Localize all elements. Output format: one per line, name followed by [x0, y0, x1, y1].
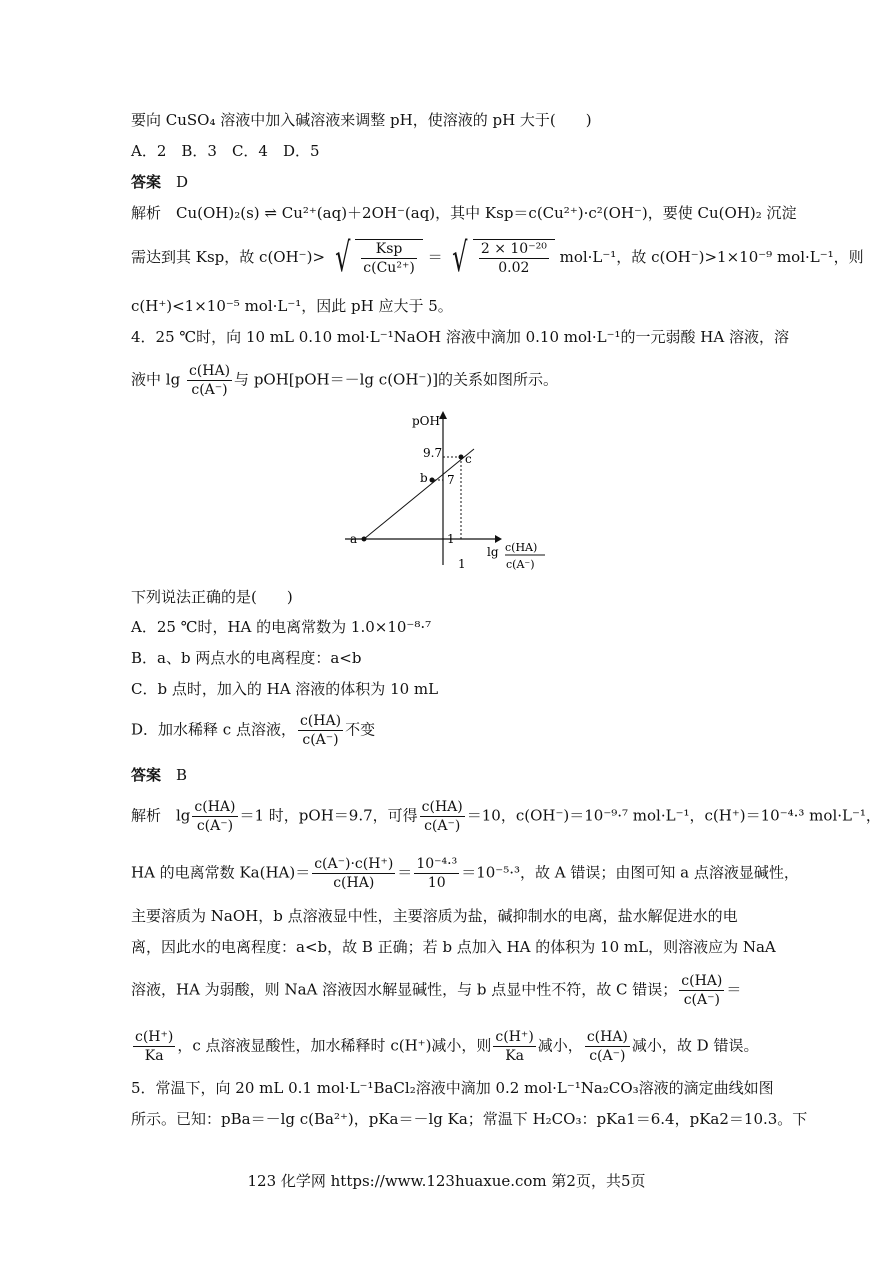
numerator: c(A⁻)·c(H⁺) — [314, 856, 394, 872]
numerator: c(H⁺) — [135, 1029, 174, 1045]
math-line — [131, 855, 799, 892]
denominator: c(Cu²⁺) — [363, 260, 415, 276]
denominator: c(A⁻) — [302, 732, 339, 748]
text-run: ＝1 时，pOH＝9.7，可得 — [239, 806, 418, 825]
text-run: ＝10⁻⁵·³，故 A 错误；由图可知 a 点溶液显碱性， — [461, 863, 799, 882]
option-c: C．b 点时，加入的 HA 溶液的体积为 10 mL — [131, 680, 439, 698]
math-line — [131, 362, 558, 399]
denominator: 10 — [427, 875, 446, 891]
tick-1-x: 1 — [458, 557, 466, 571]
text-run: 减小， — [537, 1036, 583, 1055]
denominator: Ka — [144, 1048, 164, 1064]
sqrt-body — [473, 239, 555, 277]
text-run: 液中 lg — [131, 370, 181, 389]
fraction — [361, 240, 417, 277]
data-line — [364, 449, 474, 539]
answer-value: B — [176, 766, 188, 784]
text-run: 减小，故 D 错误。 — [631, 1036, 759, 1055]
label-a: a — [350, 532, 358, 546]
fraction — [585, 1028, 630, 1065]
label-b: b — [420, 471, 428, 485]
denominator: c(HA) — [333, 875, 375, 891]
x-axis-num: c(HA) — [505, 541, 538, 554]
numerator: c(HA) — [194, 799, 236, 815]
numerator: 2 × 10⁻²⁰ — [480, 241, 547, 257]
denominator: c(A⁻) — [589, 1048, 626, 1064]
question: 下列说法正确的是( ) — [131, 588, 293, 606]
fraction — [298, 712, 343, 749]
fraction — [493, 1028, 535, 1065]
text-line: A．2 B．3 C．4 D．5 — [131, 142, 320, 160]
text-line: 解析 Cu(OH)₂(s) ⇌ Cu²⁺(aq)＋2OH⁻(aq)，其中 Ksp＝c(Cu²⁺)·c²(OH⁻)，要使 Cu(OH)₂ 沉淀 — [131, 204, 797, 222]
text-run: 解析 lg — [131, 806, 191, 825]
y-axis-label: pOH — [412, 414, 440, 428]
math-line — [131, 972, 741, 1009]
sqrt-body — [355, 239, 423, 277]
tick-9.7: 9.7 — [423, 446, 443, 460]
page-footer: 123 化学网 https://www.123huaxue.com 第2页，共5页 — [247, 1172, 646, 1190]
numerator: c(HA) — [421, 799, 463, 815]
fraction — [679, 972, 724, 1009]
text-run: 需达到其 Ksp，故 c(OH⁻)> — [131, 248, 326, 266]
fraction — [479, 240, 549, 277]
text-line: 5．常温下，向 20 mL 0.1 mol·L⁻¹BaCl₂溶液中滴加 0.2 mol·L⁻¹Na₂CO₃溶液的滴定曲线如图 — [131, 1079, 774, 1097]
option-a: A．25 ℃时，HA 的电离常数为 1.0×10⁻⁸·⁷ — [131, 618, 432, 636]
point-c — [459, 455, 464, 460]
label-c: c — [465, 452, 472, 466]
answer-label: 答案 — [131, 766, 162, 784]
numerator: c(HA) — [586, 1029, 628, 1045]
text-line: 要向 CuSO₄ 溶液中加入碱溶液来调整 pH，使溶液的 pH 大于( ) — [131, 111, 592, 129]
denominator: Ka — [505, 1048, 525, 1064]
fraction — [187, 362, 232, 399]
numerator: c(HA) — [299, 713, 342, 729]
fraction — [312, 855, 395, 892]
text-line: 4．25 ℃时，向 10 mL 0.10 mol·L⁻¹NaOH 溶液中滴加 0.10 mol·L⁻¹的一元弱酸 HA 溶液，溶 — [131, 328, 789, 346]
text-run: ＝ — [726, 980, 742, 999]
x-axis-arrow — [495, 535, 502, 543]
text-run: 溶液，HA 为弱酸，则 NaA 溶液因水解显碱性，与 b 点显中性不符，故 C 错误； — [131, 980, 678, 999]
text-run: mol·L⁻¹，故 c(OH⁻)>1×10⁻⁹ mol·L⁻¹，则 — [559, 248, 864, 266]
pOH-graph — [340, 405, 550, 575]
text-run: HA 的电离常数 Ka(HA)＝ — [131, 863, 311, 882]
answer-label: 答案 — [131, 173, 162, 191]
fraction — [133, 1028, 175, 1065]
option-d — [131, 712, 375, 749]
answer-line — [131, 172, 188, 192]
text-line: 离，因此水的电离程度：a<b，故 B 正确；若 b 点加入 HA 的体积为 10 mL，则溶液应为 NaA — [131, 938, 776, 956]
text-run: 与 pOH[pOH＝－lg c(OH⁻)]的关系如图所示。 — [234, 370, 559, 389]
numerator: c(H⁺) — [495, 1029, 534, 1045]
numerator: c(HA) — [188, 363, 231, 379]
text-line: 所示。已知：pBa＝－lg c(Ba²⁺)，pKa＝－lg Ka；常温下 H₂CO₃：pKa1＝6.4，pKa2＝10.3。下 — [131, 1110, 808, 1128]
math-line — [131, 798, 881, 835]
fraction — [192, 798, 237, 835]
text-run: ，c 点溶液显酸性，加水稀释时 c(H⁺)减小，则 — [177, 1036, 492, 1055]
answer-line — [131, 765, 187, 785]
denominator: c(A⁻) — [424, 818, 461, 834]
denominator: c(A⁻) — [196, 818, 234, 834]
text-run: ＝10，c(OH⁻)＝10⁻⁹·⁷ mol·L⁻¹，c(H⁺)＝10⁻⁴·³ mol·L⁻¹， — [466, 806, 881, 825]
fraction — [420, 798, 465, 835]
y-axis-arrow — [439, 411, 447, 419]
sqrt-symbol: √ — [334, 235, 351, 281]
text-run: 不变 — [345, 720, 376, 739]
x-axis-den: c(A⁻) — [506, 558, 535, 571]
denominator: c(A⁻) — [683, 992, 720, 1008]
point-a — [362, 537, 367, 542]
text-run: ＝ — [397, 863, 413, 882]
numerator: Ksp — [361, 240, 417, 259]
numerator: c(HA) — [681, 973, 723, 989]
denominator: c(A⁻) — [191, 382, 228, 398]
tick-1-y: 1 — [447, 532, 455, 546]
x-axis-prefix: lg — [487, 545, 499, 559]
math-line — [131, 1028, 758, 1065]
text-line: c(H⁺)<1×10⁻⁵ mol·L⁻¹，因此 pH 应大于 5。 — [131, 297, 453, 315]
fraction — [414, 855, 459, 892]
denominator: 0.02 — [498, 260, 530, 276]
math-line: 需达到其 Ksp，故 c(OH⁻)> √ $\frac{\text{Ksp}}{\text{c(Cu²⁺)}}$ ＝ √ $\frac{\text{2 × 10⁻²⁰}}{0.02}$ mol·L⁻¹，故 c(OH⁻)>1×10⁻⁹ mol·L⁻¹，则 — [131, 235, 864, 281]
tick-7: 7 — [447, 473, 455, 487]
point-b — [430, 478, 435, 483]
sqrt-symbol: √ — [452, 235, 468, 281]
option-b: B．a、b 两点水的电离程度：a<b — [131, 649, 362, 667]
answer-value: D — [176, 173, 189, 191]
text-line: 主要溶质为 NaOH，b 点溶液显中性，主要溶质为盐，碱抑制水的电离，盐水解促进水的电 — [131, 907, 738, 925]
numerator: 10⁻⁴·³ — [416, 856, 458, 872]
text-run: D．加水稀释 c 点溶液， — [131, 720, 296, 739]
